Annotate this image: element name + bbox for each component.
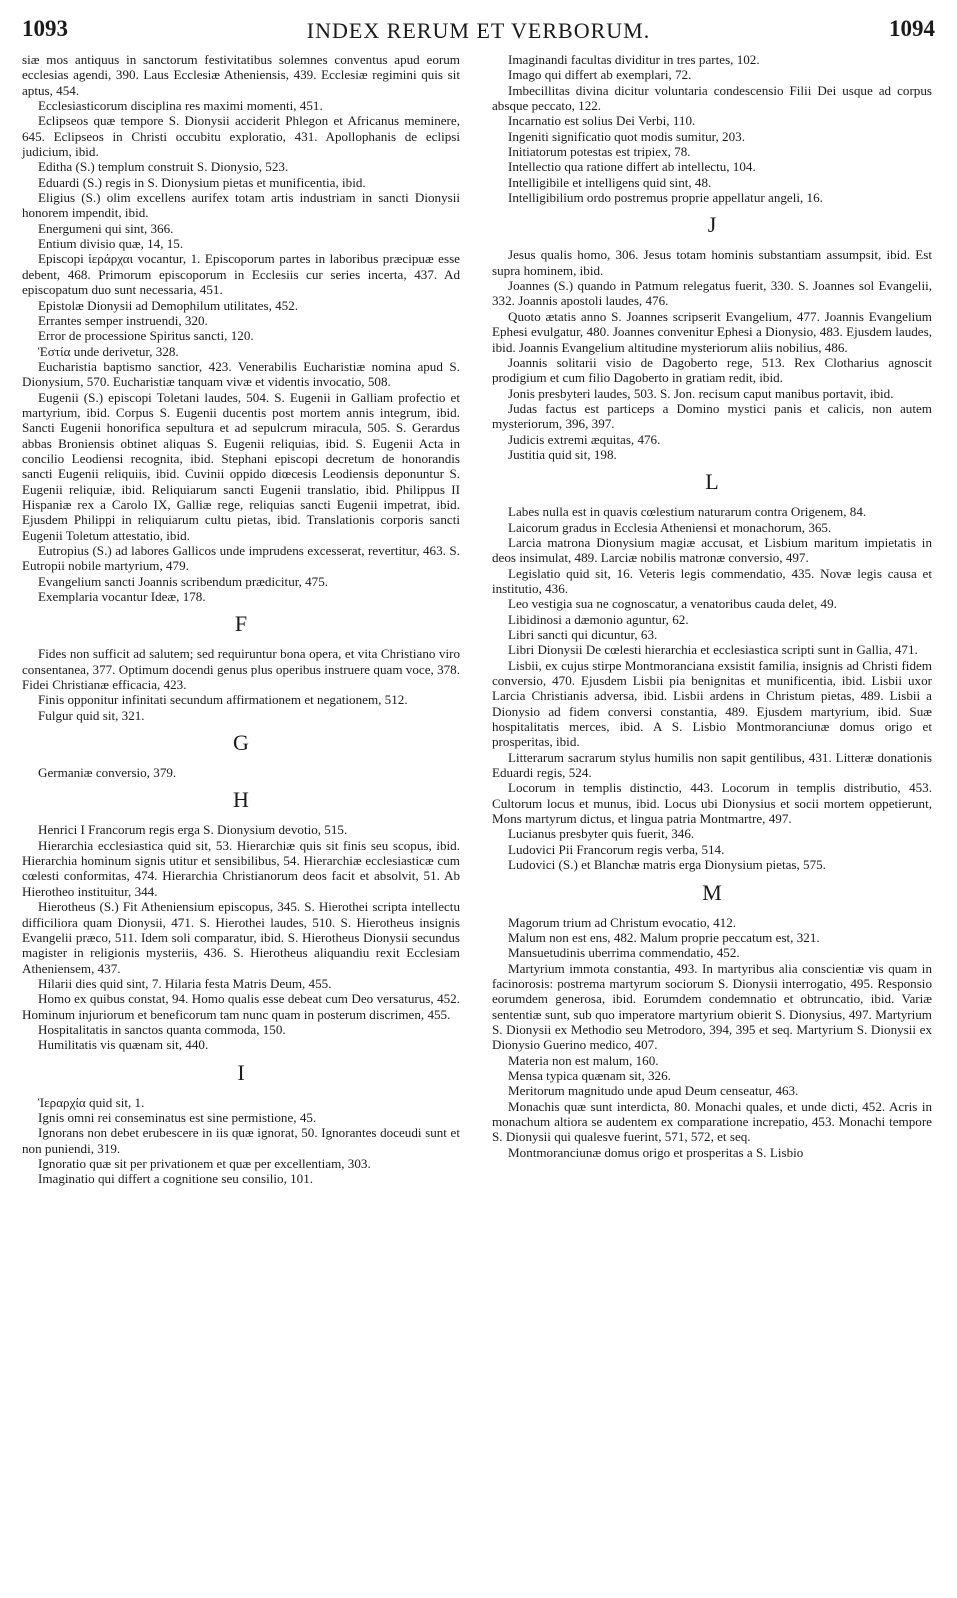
index-entry: Henrici I Francorum regis erga S. Dionysium devotio, 515. — [38, 822, 348, 838]
index-entry: Meritorum magnitudo unde apud Deum censeatur, 463. — [508, 1083, 799, 1099]
index-entry: Imaginatio qui differt a cognitione seu consilio, 101. — [38, 1171, 314, 1187]
index-entry: Evangelium sancti Joannis scribendum prædicitur, 475. — [38, 573, 329, 589]
index-entry: Energumeni qui sint, 366. — [38, 220, 174, 236]
index-entry: Eugenii (S.) episcopi Toletani laudes, 504. S. Eugenii in Galliam profectio et martyrium, ibid. Corpus S. Eugenii ducentis post mortem annis integrum, ibid. Sancti Eugenii honorifica sepultura et ad sepulcrum miracula, 505. S. Gerardus abbas Broniensis obtinet aliquas S. Eugenii reliquias, ibid. S. Eugenii Acta in concilio Leodiensi recognita, ibid. Stephani episcopi decretum de honorandis sancti Eugenii reliquiis, ibid. Cuvinii oppido diœcesis Leodiensis deponuntur S. Eugenii reliquiæ, ibid. Reliquiarum sancti Eugenii translatio, ibid. Philippus II Hispaniæ rex a Carolo IX, Galliæ rege, reliquias sancti Eugenii impetrat, ibid. Ejusdem Philippi in reliquiarum cultu pietas, ibid. Translationis corporis sancti Eugenii Toletum attestatio, ibid. — [22, 389, 460, 543]
index-entry: Jesus qualis homo, 306. Jesus totam hominis substantiam assumpsit, ibid. Est supra hominem, ibid. — [492, 247, 932, 278]
section-letter: G — [233, 730, 249, 756]
index-entry: Hierotheus (S.) Fit Atheniensium episcopus, 345. S. Hierothei scripta intellectu difficiliora quam Dionysii, 471. S. Hierothei laudes, 510. S. Hierotheus insignis Evangelii præco, 511. Idem soli comparatur, ibid. S. Hierotheus Dionysii secundus magister in religionis mysteriis, 436. S. Hierotheus aliquandiu rexit Ecclesiam Atheniensem, 437. — [22, 899, 460, 976]
index-entry: Fides non sufficit ad salutem; sed requiruntur bona opera, et vita Christiano viro consentanea, 377. Optimum docendi genus plus operibus instruere quam voce, 378. Fidei Christianæ efficacia, 423. — [22, 646, 460, 693]
index-entry: Libri sancti qui dicuntur, 63. — [508, 627, 658, 642]
index-entry: Hospitalitatis in sanctos quanta commoda, 150. — [38, 1021, 286, 1037]
index-entry: Larcia matrona Dionysium magiæ accusat, et Lisbium maritum impietatis in deos insimulat, 489. Larciæ nobilis matronæ conversio, 497. — [492, 534, 932, 566]
index-entry: Eligius (S.) olim excellens aurifex totam artis industriam in sancti Dionysii honorem impendit, ibid. — [22, 190, 460, 221]
index-entry: Joannis solitarii visio de Dagoberto rege, 513. Rex Clotharius agnoscit prodigium et cum filio Dagoberto in gratiam redit, ibid. — [492, 354, 932, 386]
index-entry: Ignis omni rei conseminatus est sine permistione, 45. — [38, 1109, 317, 1125]
index-entry: Laicorum gradus in Ecclesia Atheniensi et monachorum, 365. — [508, 519, 832, 535]
index-entry: Errantes semper instruendi, 320. — [38, 312, 208, 328]
index-entry: Ἱεραρχία quid sit, 1. — [38, 1094, 145, 1110]
right-page-number: 1094 — [889, 16, 935, 41]
index-entry: Lisbii, ex cujus stirpe Montmoranciana exsistit familia, insignis ad Christi fidem conversio, 470. Ejusdem Lisbii pia benignitas et munificentia, ibid. Lisbii uxor Larcia Christianis adversa, ibid. Lisbii ardens in Christum pietas, 489. Lisbii a Dionysio ad fidem conversi constantia, 489. Ejusdem martyrium, ibid. Suæ hospitalitatis merces, ibid. A S. Lisbio Montmoranciunæ domus origo et prosperitas, ibid. — [492, 657, 932, 750]
index-entry: Eucharistia baptismo sanctior, 423. Venerabilis Eucharistiæ nomina apud S. Dionysium, 570. Eucharistiæ tanquam vivæ et videntis invocatio, 508. — [22, 358, 460, 390]
index-entry: Joannes (S.) quando in Patmum relegatus fuerit, 330. S. Joannes sol Evangelii, 332. Joannis apostoli laudes, 476. — [492, 278, 932, 309]
index-entry: Martyrium immota constantia, 493. In martyribus alia conscientiæ vis quam in facinorosis: postrema martyrum sociorum S. Dionysii interrogatio, 495. Responsio eorumdem generosa, ibid. Eorumdem condemnatio et obtruncatio, ibid. Variæ sententiæ sunt, sub quo imperatore martyrium obierit S. Dionysius, 497. Martyrium S. Dionysii ex Methodio seu Metrodoro, 394, 395 et seq. Martyrium S. Dionysii ex Dionysio Guerino medico, 407. — [492, 960, 932, 1053]
index-entry: Incarnatio est solius Dei Verbi, 110. — [508, 113, 696, 129]
index-entry: Fulgur quid sit, 321. — [38, 707, 145, 723]
index-entry: Lucianus presbyter quis fuerit, 346. — [508, 826, 695, 842]
index-entry: Mensa typica quænam sit, 326. — [508, 1067, 671, 1083]
index-entry: Initiatorum potestas est tripiex, 78. — [508, 144, 691, 160]
index-entry: Finis opponitur infinitati secundum affirmationem et negationem, 512. — [38, 692, 408, 708]
index-entry: Homo ex quibus constat, 94. Homo qualis esse debeat cum Deo versaturus, 452. Hominum injuriorum et beneficorum tam nunc quam in posterum discrimen, 455. — [22, 991, 460, 1022]
index-entry: Ludovici (S.) et Blanchæ matris erga Dionysium pietas, 575. — [508, 857, 826, 873]
left-page-number: 1093 — [22, 16, 68, 41]
index-entry: Quoto ætatis anno S. Joannes scripserit Evangelium, 477. Joannis Evangelium Ephesi evulgatur, 480. Joannes convenitur Ephesi a Dionysio, 483. Ejusdem laudes, ibid. Joannis Evangelium altitudine mysteriorum aliis nobilius, 486. — [492, 308, 932, 355]
section-letter: F — [234, 611, 248, 637]
index-entry: Malum non est ens, 482. Malum proprie peccatum est, 321. — [508, 929, 820, 945]
index-entry: Locorum in templis distinctio, 443. Locorum in templis distributio, 453. Cultorum locus et munus, ibid. Locus ubi Dionysius et socii mortem oppetierunt, Mons martyrum dictus, et lingua patria Montmartre, 497. — [492, 780, 932, 827]
index-entry: Imbecillitas divina dicitur voluntaria condescensio Filii Dei usque ad corpus absque peccato, 122. — [492, 82, 932, 114]
index-entry: Ludovici Pii Francorum regis verba, 514. — [508, 841, 725, 857]
index-entry: Ἑστία unde derivetur, 328. — [38, 343, 179, 359]
index-entry: Labes nulla est in quavis cœlestium naturarum contra Origenem, 84. — [508, 504, 867, 520]
index-entry: Libidinosi a dæmonio aguntur, 62. — [508, 611, 689, 627]
index-entry: Judas factus est particeps a Domino mystici panis et calicis, non autem mysteriorum, 396, 397. — [492, 400, 932, 432]
index-entry: Intelligibile et intelligens quid sint, 48. — [508, 174, 712, 190]
index-entry: Entium divisio quæ, 14, 15. — [38, 236, 184, 252]
left-index-column — [22, 52, 460, 1187]
index-entry: Intellectio qua ratione differt ab intellectu, 104. — [508, 159, 756, 175]
index-entry: Eclipseos quæ tempore S. Dionysii acciderit Phlegon et Africanus meminere, 645. Eclipseos in Christi occubitu exploratio, 431. Apollophanis de eclipsi judicium, ibid. — [22, 113, 460, 160]
section-letter: H — [233, 787, 249, 813]
index-entry: Eutropius (S.) ad labores Gallicos unde imprudens excesserat, revertitur, 463. S. Eutropii nobile martyrium, 479. — [22, 543, 460, 574]
index-entry: Litterarum sacrarum stylus humilis non sapit gentilibus, 431. Litteræ donationis Eduardi regis, 524. — [492, 749, 932, 781]
index-entry: Imaginandi facultas dividitur in tres partes, 102. — [508, 52, 760, 67]
index-entry: Hierarchia ecclesiastica quid sit, 53. Hierarchiæ quis sit finis seu scopus, ibid. Hierarchia hominum signis utitur et sensibilibus, 54. Hierarchiæ ecclesiasticæ cum cœlesti conformitas, 474. Hierarchia Christianorum deos facit et absolvit, 51. Ab Hierotheo instituitur, 344. — [22, 837, 460, 899]
running-header — [22, 14, 935, 48]
index-entry: Exemplaria vocantur Ideæ, 178. — [38, 589, 206, 605]
index-entry: Montmoranciunæ domus origo et prosperitas a S. Lisbio — [508, 1144, 804, 1160]
index-entry: siæ mos antiquus in sanctorum festivitatibus solemnes conventus apud eorum ecclesias agendi, 390. Laus Ecclesiæ Atheniensis, 439. Ecclesiæ regimini quis sit aptus, 454. — [22, 52, 460, 98]
index-entry: Materia non est malum, 160. — [508, 1052, 659, 1068]
index-entry: Editha (S.) templum construit S. Dionysio, 523. — [38, 159, 289, 175]
index-entry: Jonis presbyteri laudes, 503. S. Jon. recisum caput manibus portavit, ibid. — [508, 385, 894, 401]
index-entry: Legislatio quid sit, 16. Veteris legis commendatio, 435. Novæ legis causa et institutio, 436. — [492, 565, 932, 596]
index-entry: Libri Dionysii De cœlesti hierarchia et ecclesiastica scripti sunt in Gallia, 471. — [508, 642, 918, 658]
index-entry: Imago qui differt ab exemplari, 72. — [508, 67, 692, 83]
index-entry: Judicis extremi æquitas, 476. — [508, 431, 661, 447]
index-entry: Germaniæ conversio, 379. — [38, 765, 177, 781]
index-entry: Magorum trium ad Christum evocatio, 412. — [508, 914, 737, 930]
index-entry: Episcopi ἱεράρχαι vocantur, 1. Episcoporum partes in laboribus præcipuæ esse debent, 468. Primorum episcoporum in Ecclesiis cur series incerta, 437. Ad episcopatum duo sunt necessaria, 451. — [22, 251, 460, 298]
index-entry: Justitia quid sit, 198. — [508, 446, 617, 462]
index-entry: Ecclesiasticorum disciplina res maximi momenti, 451. — [38, 98, 323, 114]
index-entry: Error de processione Spiritus sancti, 120. — [38, 328, 254, 344]
index-entry: Monachis quæ sunt interdicta, 80. Monachi quales, et unde dicti, 452. Acris in monachum altiora se audentem ex comparatione increpatio, 453. Monachi tempore S. Dionysii qui qualesve fuerint, 571, 572, et seq. — [492, 1098, 932, 1145]
index-entry: Mansuetudinis uberrima commendatio, 452. — [508, 945, 740, 961]
right-index-column — [492, 52, 932, 1160]
section-letter: I — [237, 1059, 245, 1085]
section-letter: M — [702, 879, 722, 905]
index-entry: Humilitatis vis quænam sit, 440. — [38, 1037, 209, 1053]
index-entry: Epistolæ Dionysii ad Demophilum utilitates, 452. — [38, 297, 299, 313]
index-entry: Eduardi (S.) regis in S. Dionysium pietas et munificentia, ibid. — [38, 174, 366, 190]
index-entry: Leo vestigia sua ne cognoscatur, a venatoribus cauda delet, 49. — [508, 596, 837, 612]
index-entry: Ignorans non debet erubescere in iis quæ ignorat, 50. Ignorantes doceudi sunt et non puniendi, 319. — [22, 1125, 460, 1156]
index-entry: Ingeniti significatio quot modis sumitur, 203. — [508, 128, 745, 144]
index-entry: Ignoratio quæ sit per privationem et quæ per excellentiam, 303. — [38, 1155, 371, 1171]
running-title: INDEX RERUM ET VERBORUM. — [306, 18, 651, 43]
section-letter: J — [707, 212, 717, 238]
index-entry: Intelligibilium ordo postremus proprie appellatur angeli, 16. — [508, 190, 823, 206]
index-entry: Hilarii dies quid sint, 7. Hilaria festa Matris Deum, 455. — [38, 975, 332, 991]
section-letter: L — [705, 469, 719, 495]
